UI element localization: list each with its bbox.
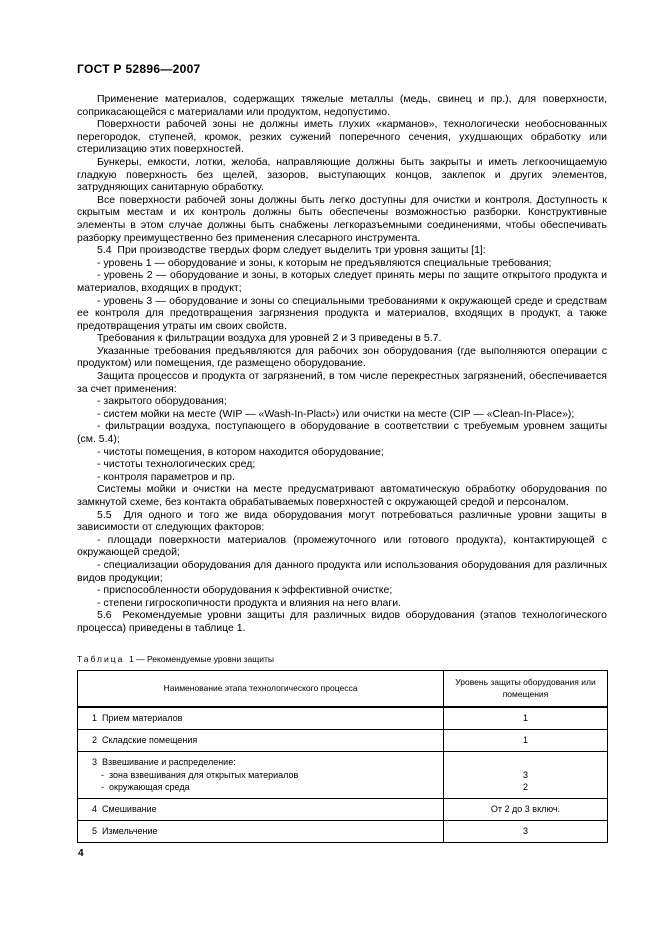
level-value: 2 <box>522 782 528 792</box>
list-item: - уровень 3 — оборудование и зоны со специальными требованиями к окружающей среде и средствам ее контроля для предотвращения загрязнения продукта и материалов, входящих в продукт, а также предотвращения утраты им своих свойств. <box>77 294 607 332</box>
list-item: - уровень 1 — оборудование и зоны, к которым не предъявляются специальные требования; <box>97 256 552 269</box>
cell-stage-name: 5 Измельчение <box>78 820 444 842</box>
cell-protection-level: 1 <box>444 707 608 730</box>
paragraph: Указанные требования предъявляются для рабочих зон оборудования (где выполняются операции с продуктом) или помещения, где размещено оборудование. <box>77 344 607 370</box>
cell-stage-name: 4 Смешивание <box>78 798 444 820</box>
level-spacer <box>448 756 603 769</box>
paragraph: Защита процессов и продукта от загрязнений, в том числе перекрестных загрязнений, обеспечивается за счет применения: <box>77 370 607 395</box>
column-header-protection-level: Уровень защиты оборудования или помещения <box>444 671 608 708</box>
cell-stage-name: 2 Складские помещения <box>78 730 444 752</box>
list-item: - уровень 2 — оборудование и зоны, в которых следует принять меры по защите открытого продукта и материалов, входящих в продукт; <box>77 269 607 294</box>
list-item: - площади поверхности материалов (промежуточного или готового продукта), контактирующей с окружающей средой; <box>77 533 607 559</box>
list-item: - фильтрации воздуха, поступающего в оборудование в соответствии с требуемым уровнем защиты (см. 5.4); <box>77 420 607 446</box>
paragraph-section-5-4: 5.4 При производстве твердых форм следует выделить три уровня защиты [1]: <box>97 244 486 257</box>
paragraph: Требования к фильтрации воздуха для уровней 2 и 3 приведены в 5.7. <box>97 332 442 345</box>
list-item: - степени гигроскопичности продукта и влияния на него влаги. <box>97 596 402 609</box>
table-caption <box>77 654 607 664</box>
cell-stage-name: 1 Прием материалов <box>78 707 444 730</box>
table-row <box>78 820 608 842</box>
cell-stage-subitem: - зона взвешивания для открытых материалов <box>101 769 299 780</box>
table-row <box>78 707 608 730</box>
table-header-row <box>78 671 608 708</box>
cell-protection-level: От 2 до 3 включ. <box>444 798 608 820</box>
list-item: - закрытого оборудования; <box>97 395 227 408</box>
cell-stage-title: 3 Взвешивание и распределение: <box>92 757 236 767</box>
cell-stage-subitem: - окружающая среда <box>101 782 190 792</box>
table-caption-text: 1 — Рекомендуемые уровни защиты <box>129 654 275 664</box>
list-item: - систем мойки на месте (WIP — «Wash-In-Plact») или очистки на месте (CIP — «Clean-In-Place»); <box>97 407 575 420</box>
list-item: - контроля параметров и пр. <box>97 470 235 483</box>
page-number: 4 <box>78 848 84 859</box>
level-value: 3 <box>522 769 528 780</box>
paragraph-section-5-5: 5.5 Для одного и того же вида оборудования могут потребоваться различные уровни защиты в зависимости от следующих факторов: <box>77 508 607 534</box>
paragraph: Все поверхности рабочей зоны должны быть легко доступны для очистки и контроля. Доступность к скрытым местам и их контроль должны быть обеспечены возможностью разборки. Конструктивные элементы в этом случае должны быть снабжены легкоразъемными соединениями, чтобы обеспечивать разборку преимущественно без применения слесарного инструмента. <box>77 193 607 244</box>
cell-stage-name <box>78 752 444 799</box>
paragraph: Поверхности рабочей зоны не должны иметь глухих «карманов», технологически необоснованных перегородок, ступеней, кромок, резких сужений поперечного сечения, ухудшающих обработку или стерилизацию этих поверхностей. <box>77 118 607 156</box>
table-caption-word: Таблица <box>77 654 125 664</box>
table-row <box>78 752 608 799</box>
table-row <box>78 798 608 820</box>
list-item: - специализации оборудования для данного продукта или использования оборудования для различных видов продукции; <box>77 558 607 584</box>
list-item: - чистоты технологических сред; <box>97 458 256 471</box>
paragraph: Применение материалов, содержащих тяжелые металлы (медь, свинец и пр.), для поверхности, соприкасающейся с материалами или продуктом, недопустимо. <box>77 93 607 118</box>
table-block <box>77 654 607 843</box>
cell-protection-level: 1 <box>444 730 608 752</box>
column-header-process-stage: Наименование этапа технологического процесса <box>78 671 444 708</box>
paragraph-section-5-6: 5.6 Рекомендуемые уровни защиты для различных видов оборудования (этапов технологического процесса) приведены в таблице 1. <box>77 609 607 634</box>
document-header: ГОСТ Р 52896—2007 <box>77 62 201 76</box>
list-item: - приспособленности оборудования к эффективной очистке; <box>97 584 393 597</box>
table-row <box>78 730 608 752</box>
body-text <box>77 93 607 635</box>
paragraph: Системы мойки и очистки на месте предусматривают автоматическую обработку оборудования по замкнутой схеме, без контакта обрабатываемых поверхностей с окружающей средой и персоналом. <box>77 483 607 508</box>
paragraph: Бункеры, емкости, лотки, желоба, направляющие должны быть закрыты и иметь легкоочищаемую гладкую поверхность без щелей, зазоров, выступающих концов, заклепок и других элементов, затрудняющих санитарную обработку. <box>77 155 607 194</box>
cell-protection-level <box>444 752 608 799</box>
protection-levels-table <box>77 670 608 843</box>
cell-protection-level: 3 <box>444 820 608 842</box>
list-item: - чистоты помещения, в котором находится оборудование; <box>97 445 384 458</box>
